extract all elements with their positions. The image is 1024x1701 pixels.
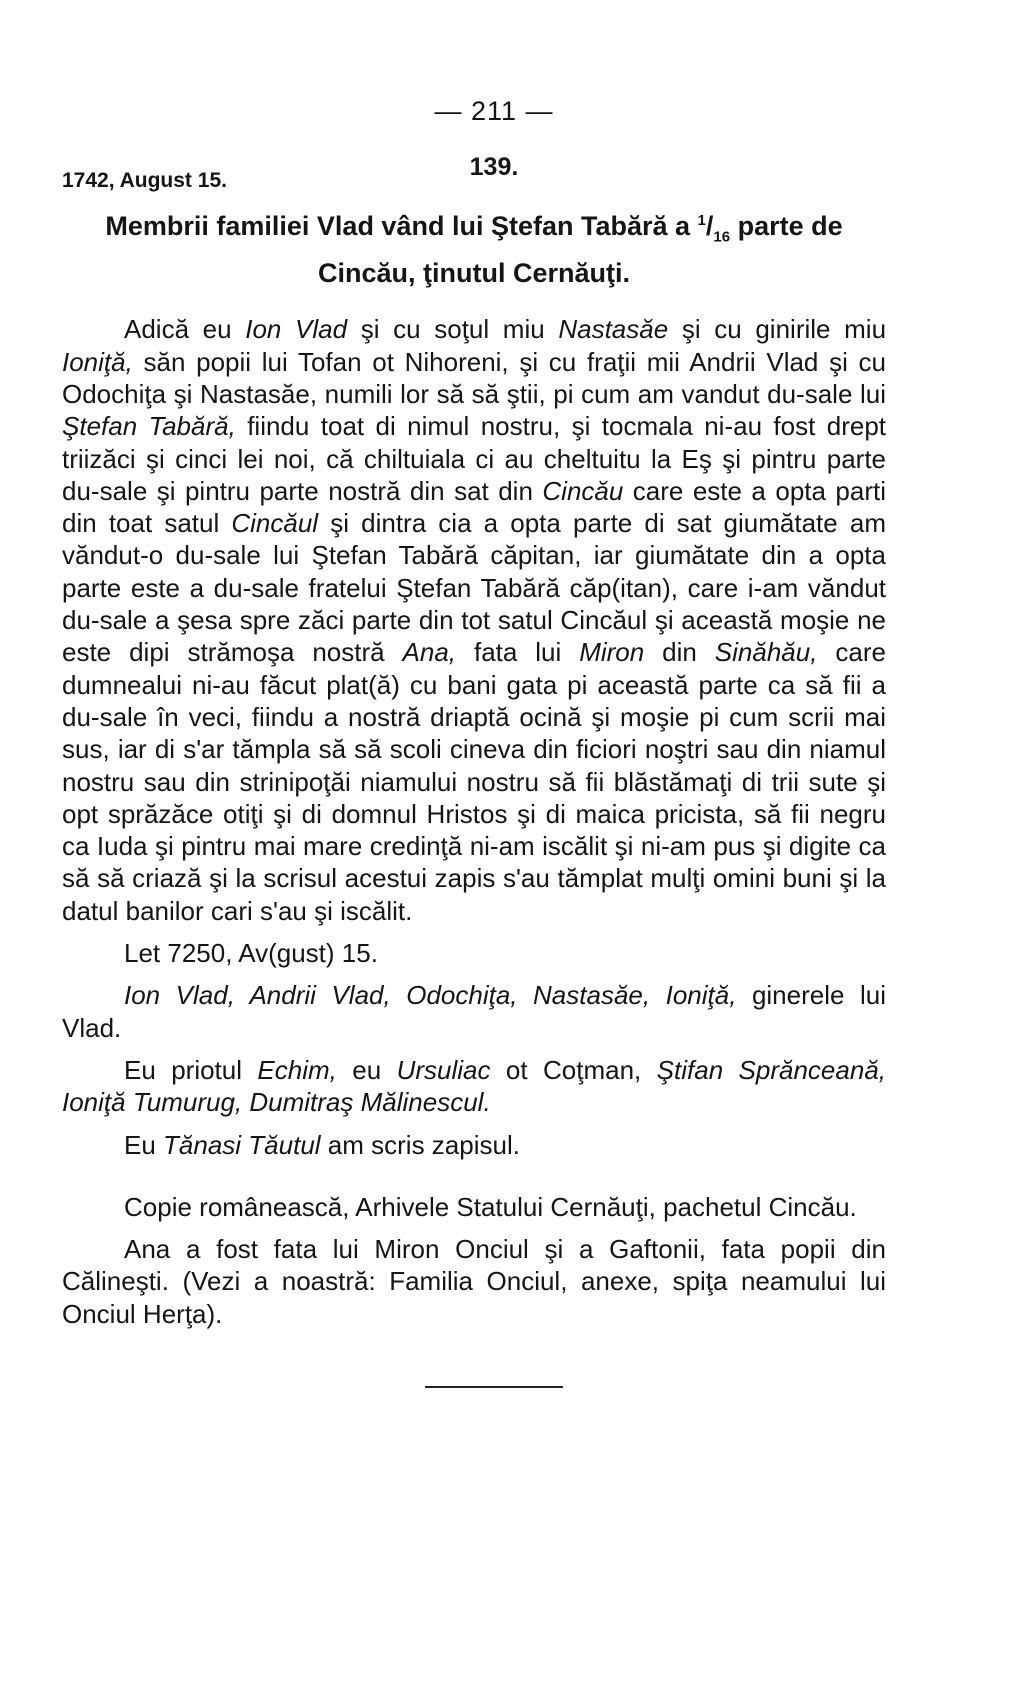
text-run: ot Coţman, bbox=[490, 1054, 657, 1085]
fraction-denominator: 16 bbox=[713, 228, 731, 246]
scribe-line bbox=[62, 1129, 886, 1161]
name-run: Cincău bbox=[542, 475, 624, 506]
name-run: Ion Vlad bbox=[245, 314, 348, 345]
document-date: 1742, August 15. bbox=[62, 169, 227, 192]
text-run: am scris zapisul. bbox=[320, 1129, 520, 1160]
text-run: săn popii lui Tofan ot Nihoreni, şi cu fraţii mii Andrii Vlad şi cu Odochiţa şi Nastasăe, numili lor să să ştii, pi cum am vandut du-sale lui bbox=[62, 346, 886, 409]
text-run: şi cu ginirile miu bbox=[668, 314, 887, 345]
source-note: Copie românească, Arhivele Statului Cernăuţi, pachetul Cincău. bbox=[124, 1191, 857, 1222]
date-line: Let 7250, Av(gust) 15. bbox=[124, 938, 378, 969]
document-page bbox=[62, 96, 886, 1388]
name-run: Ştefan Tabără, bbox=[62, 411, 236, 442]
name-run: Nastasăe bbox=[558, 314, 669, 345]
text-run: şi cu soţul miu bbox=[347, 314, 559, 345]
name-run: Cincăul bbox=[231, 508, 319, 539]
fraction-numerator: 1 bbox=[697, 212, 706, 229]
text-run: eu bbox=[336, 1054, 397, 1085]
document-number: 139. bbox=[469, 153, 519, 181]
family-note: Ana a fost fata lui Miron Onciul şi a Gaftonii, fata popii din Călineşti. (Vezi a noastră: Familia Onciul, anexe, spiţa neamului lui Onciul Herţa). bbox=[62, 1234, 886, 1329]
name-run: Sinăhău, bbox=[714, 637, 818, 668]
text-run: fata lui bbox=[456, 637, 580, 668]
text-run: din bbox=[644, 637, 715, 668]
end-rule-divider bbox=[425, 1386, 563, 1388]
witnesses-line bbox=[62, 1054, 886, 1119]
text-run: care dumnealui ni-au făcut plat(ă) cu bani gata pi această parte ca să fii a du-sale în veci, fiindu a nostră driaptă ocină şi moşie pi cum scrii mai sus, iar di s'ar tămpla să să scoli cineva din ficiori noştri sau din niamul nostru sau din strinipoţăi niamului nostru să fii blăstămaţi di trii sute şi opt sprăzăce otiţi şi di domnul Hristos şi di maica pricista, să fii negru ca Iuda şi pintru mai mare credinţă ni-am iscălit şi ni-am pus şi digite ca să să criază şi la scrisul acestui zapis s'au tămplat mulţi omini buni şi la datul banilor cari s'au şi iscălit. bbox=[62, 637, 886, 926]
name-run: Ana, bbox=[402, 637, 457, 668]
name-run: Ioniţă, bbox=[62, 346, 133, 377]
document-title: Membrii familiei Vlad vând lui Ştefan Tabără a $^1/_{16}$ parte de Cincău, ţinutul Cernăuţi. bbox=[105, 211, 843, 289]
document-body bbox=[62, 313, 886, 1330]
name-run: Miron bbox=[579, 637, 645, 668]
signatories-line bbox=[62, 979, 886, 1044]
title-line1-prefix: Membrii familiei Vlad vând lui Ştefan Tabără a bbox=[105, 211, 698, 241]
text-run: Eu bbox=[124, 1129, 164, 1160]
main-paragraph bbox=[62, 313, 886, 927]
signatory-names: Ion Vlad, Andrii Vlad, Odochiţa, Nastasăe, Ioniţă, bbox=[124, 980, 737, 1011]
text-run: şi dintra cia a opta parte di sat giumătate am văndut-o du-sale lui Ştefan Tabără căpitan, iar giumătate din a opta parte este a du-sale fratelui Ştefan Tabără căp(itan), care i-am văndut du-sale a şesa spre zăci parte din tot satul Cincăul şi această moşie ne este dipi strămoşa nostră bbox=[62, 508, 886, 668]
name-run: Tănasi Tăutul bbox=[163, 1129, 321, 1160]
name-run: Ştifan Sprănceană, Ioniţă Tumurug, Dumitraş Mălinescul. bbox=[62, 1054, 886, 1118]
text-run: ginerele lui Vlad. bbox=[62, 980, 886, 1043]
text-run: Adică eu bbox=[124, 314, 246, 345]
name-run: Echim, bbox=[257, 1054, 337, 1085]
document-header bbox=[62, 153, 886, 195]
title-line2: Cincău, ţinutul Cernăuţi. bbox=[317, 258, 630, 289]
title-line1-suffix: parte de bbox=[730, 211, 843, 241]
text-run: care este a opta parti din toat satul bbox=[62, 475, 886, 539]
name-run: Ursuliac bbox=[396, 1054, 491, 1085]
text-run: fiindu toat di nimul nostru, şi tocmala ni-au fost drept triizăci şi cinci lei noi, că chiltuiala ci au cheltuitu la Eş şi pintru parte du-sale şi pintru parte nostră din sat din bbox=[62, 411, 886, 506]
text-run: Eu priotul bbox=[124, 1054, 258, 1085]
page-number: — 211 — bbox=[434, 96, 554, 126]
